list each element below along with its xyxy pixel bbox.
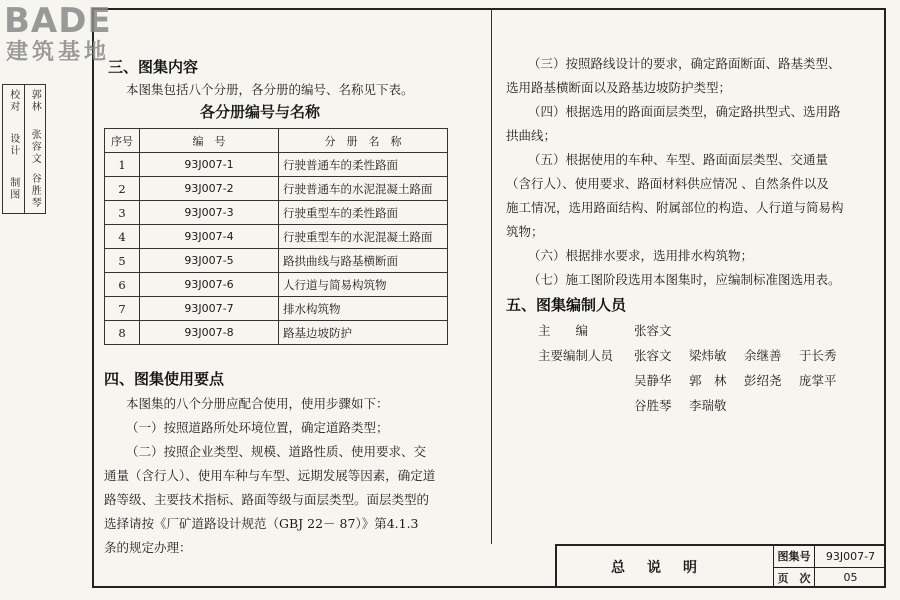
title-block (555, 544, 886, 588)
table-row: 1 93J007-1 行驶普通车的柔性路面 (105, 153, 448, 177)
watermark-logo: BADE 建筑基地 (4, 1, 112, 65)
signature-role-column: 校对 设计 制图 (3, 85, 25, 213)
chief-editor-row: 主 编 张容文 (538, 323, 672, 338)
header-no: 序号 (105, 129, 140, 153)
table-row: 5 93J007-5 路拱曲线与路基横断面 (105, 249, 448, 273)
section4-heading: 四、图集使用要点 (104, 370, 225, 388)
usage-steps: （三）按照路线设计的要求，确定路面断面、路基类型、 选用路基横断面以及路基边坡防护类型； （四）根据选用的路面面层类型，确定路拱型式、选用路 拱曲线； （五）根据使用的车种、车型、路面面层类型、交通量 （含行人）、使用要求、路面材料供应情况 、自然条件以及 施工情况，选用路面结构、附属部位的构造、人行道与简易构 筑物； （六）根据排水要求，选用排水构筑物； （七）施工图阶段选用本图集时，应编制标准图选用表。 (506, 56, 844, 287)
table-row: 8 93J007-8 路基边坡防护 (105, 321, 448, 345)
main-editors-row: 主要编制人员 张容文 梁炜敏 余继善 于长秀 (538, 348, 837, 363)
signature-name-column: 郭林 张容文 谷胜琴 (29, 89, 41, 209)
table-row: 2 93J007-2 行驶普通车的水泥混凝土路面 (105, 177, 448, 201)
section3-heading: 三、图集内容 (108, 58, 199, 76)
table-row: 3 93J007-3 行驶重型车的柔性路面 (105, 201, 448, 225)
header-name: 分 册 名 称 (279, 129, 448, 153)
page-label: 页 次 (774, 568, 815, 589)
column-divider (491, 8, 492, 544)
main-editors-row: 吴静华 郭 林 彭绍尧 庞掌平 (634, 373, 837, 388)
table-row: 7 93J007-7 排水构筑物 (105, 297, 448, 321)
drawing-title: 总说明 (557, 546, 774, 588)
section3-intro: 本图集包括八个分册，各分册的编号、名称见下表。 (126, 82, 414, 97)
page-number: 05 (843, 571, 858, 585)
signature-block (2, 84, 46, 214)
section5-heading: 五、图集编制人员 (506, 296, 627, 314)
atlas-no-label: 图集号 (774, 546, 815, 567)
table-row: 6 93J007-6 人行道与简易构筑物 (105, 273, 448, 297)
section4-body: 本图集的八个分册应配合使用，使用步骤如下： （一）按照道路所处环境位置，确定道路类型； （二）按照企业类型、规模、道路性质、使用要求、交 通量（含行人）、使用车种与车型、远期发展等因素，确定道 路等级、主要技术指标、路面等级与面层类型。面层类型的 选择请按《厂矿道路设计规范（GBJ 22－ 87）》第4.1.3 条的规定办理： (104, 396, 436, 555)
title-block-meta (774, 546, 886, 588)
editors-list (538, 318, 854, 418)
header-code: 编 号 (140, 129, 279, 153)
main-editors-row: 谷胜琴 李瑞敬 (634, 398, 727, 413)
atlas-no: 93J007-7 (825, 549, 876, 563)
table-row: 4 93J007-4 行驶重型车的水泥混凝土路面 (105, 225, 448, 249)
table-title: 各分册编号与名称 (200, 103, 321, 121)
volume-table (104, 128, 448, 345)
table-header-row (105, 129, 448, 153)
